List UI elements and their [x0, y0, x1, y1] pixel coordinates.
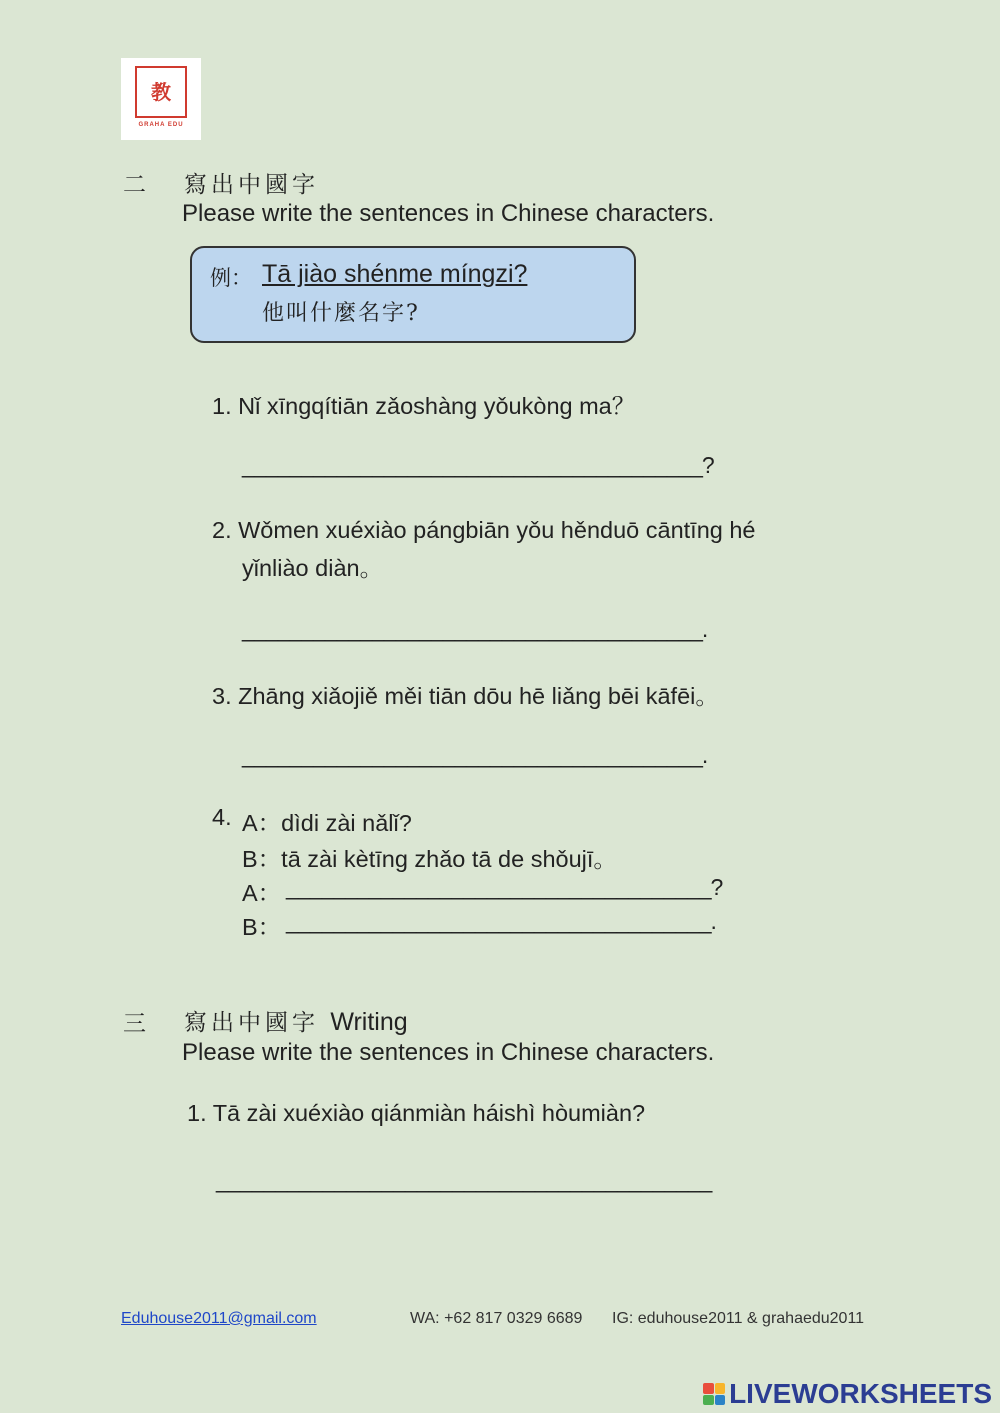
section-2-instruction: Please write the sentences in Chinese characters. — [182, 200, 715, 227]
question-3-answer-blank[interactable]: _______________________________________. — [242, 742, 708, 768]
footer-whatsapp: WA: +62 817 0329 6689 — [410, 1310, 583, 1327]
question-1-text: 1. Nǐ xīngqítiān zǎoshàng yǒukòng ma？ — [212, 393, 636, 419]
question-3-text: 3. Zhāng xiǎojiě měi tiān dōu hē liǎng bēi kāfēi。 — [212, 683, 719, 709]
question-2-text-line2: yǐnliào diàn。 — [242, 555, 384, 581]
question-2-answer-blank[interactable]: _______________________________________. — [242, 616, 708, 642]
logo-mark-text: 教 — [151, 80, 171, 104]
question-4-answer-a-label: A： — [242, 880, 282, 906]
footer-instagram: IG: eduhouse2011 & grahaedu2011 — [612, 1310, 865, 1327]
question-4-number: 4. — [212, 804, 232, 830]
question-4-answer-b-label: B： — [242, 914, 282, 940]
section-2-title: 寫出中國字 — [184, 172, 319, 198]
question-1-answer-blank[interactable]: _______________________________________? — [242, 452, 714, 478]
section-3-title-english: Writing — [330, 1008, 408, 1036]
example-chinese: 他叫什麼名字? — [262, 301, 420, 326]
section-3-number: 三 — [123, 1011, 146, 1037]
section-2-number: 二 — [123, 172, 146, 198]
question-4-line-a: A：dìdi zài nǎlǐ? — [242, 810, 412, 836]
question-2-text: 2. Wǒmen xuéxiào pángbiān yǒu hěnduō cāntīng hé — [212, 517, 756, 543]
logo-seal — [135, 66, 187, 118]
logo-caption: GRAHA EDU — [138, 122, 184, 128]
example-label: 例： — [210, 266, 252, 290]
section-3-question-1-text: 1. Tā zài xuéxiào qiánmiàn háishì hòumiàn? — [187, 1100, 646, 1126]
liveworksheets-logo-icon — [703, 1383, 725, 1405]
section-3-question-1-answer-blank[interactable]: __________________________________________ — [216, 1167, 712, 1193]
section-3-title — [184, 1004, 408, 1037]
footer-email-link[interactable]: Eduhouse2011@gmail.com — [121, 1310, 317, 1327]
example-box — [190, 246, 636, 343]
question-4-line-b: B：tā zài kètīng zhǎo tā de shǒujī。 — [242, 846, 617, 872]
liveworksheets-watermark — [703, 1378, 992, 1410]
question-4-answer-a-blank[interactable]: ____________________________________? — [286, 874, 723, 900]
section-3-title-chinese: 寫出中國字 — [184, 1010, 319, 1036]
liveworksheets-brand: LIVEWORKSHEETS — [729, 1378, 992, 1409]
example-pinyin: Tā jiào shénme míngzi? — [262, 260, 528, 288]
question-4-answer-b-blank[interactable]: ____________________________________. — [286, 908, 716, 934]
section-3-instruction: Please write the sentences in Chinese characters. — [182, 1039, 715, 1066]
logo — [121, 58, 201, 140]
